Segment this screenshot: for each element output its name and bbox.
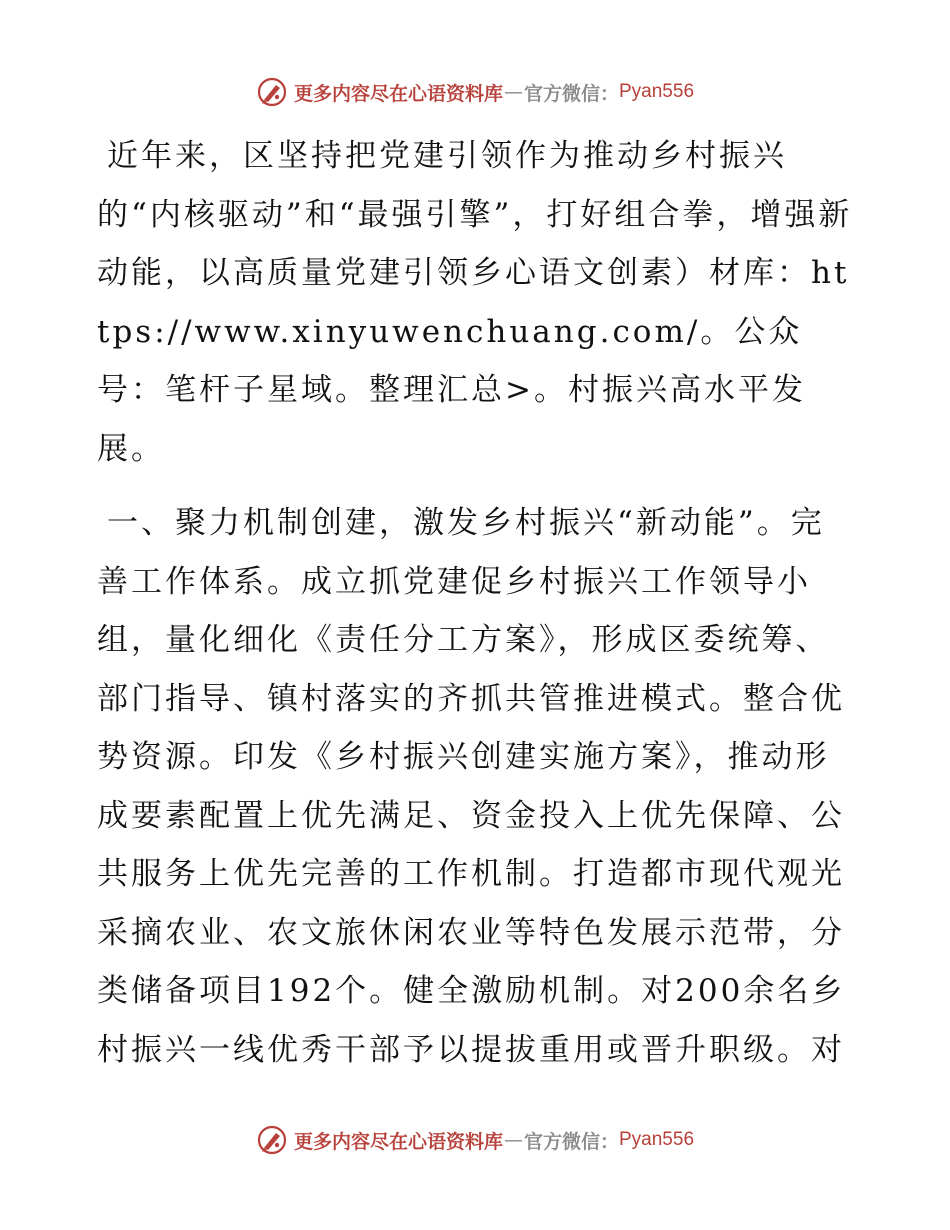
banner-brand-text: 更多内容尽在心语资料库 <box>293 1130 503 1153</box>
banner-wechat-id: Pyan556 <box>619 81 695 102</box>
banner-wechat-id: Pyan556 <box>619 1129 695 1150</box>
pen-logo-icon <box>256 76 288 108</box>
paragraph-section-one: 一、聚力机制创建，激发乡村振兴“新动能”。完善工作体系。成立抓党建促乡村振兴工作领导小组，量化细化《责任分工方案》，形成区委统筹、部门指导、镇村落实的齐抓共管推进模式。整合优势资源。印发《乡村振兴创建实施方案》，推动形成要素配置上优先满足、资金投入上优先保障、公共服务上优先完善的工作机制。打造都市现代观光采摘农业、农文旅休闲农业等特色发展示范带，分类储备项目192个。健全激励机制。对200余名乡村振兴一线优秀干部予以提拔重用或晋升职级。对 <box>97 505 846 1068</box>
banner-brand-text: 更多内容尽在心语资料库 <box>293 82 503 105</box>
banner-dash: — <box>503 1129 523 1151</box>
document-body <box>97 127 857 1079</box>
pen-logo-icon <box>256 1124 288 1156</box>
banner-wechat-label: 官方微信： <box>523 1130 619 1153</box>
footer-watermark-banner <box>0 1120 950 1160</box>
paragraph-intro: 近年来，区坚持把党建引领作为推动乡村振兴的“内核驱动”和“最强引擎”，打好组合拳，增强新动能，以高质量党建引领乡心语文创素）材库：https://www.xinyuwenchuang.com/。公众号：笔杆子星域。整理汇总>。村振兴高水平发展。 <box>97 138 853 467</box>
banner-dash: — <box>503 81 523 103</box>
header-watermark-banner <box>0 72 950 112</box>
banner-wechat-label: 官方微信： <box>523 82 619 105</box>
